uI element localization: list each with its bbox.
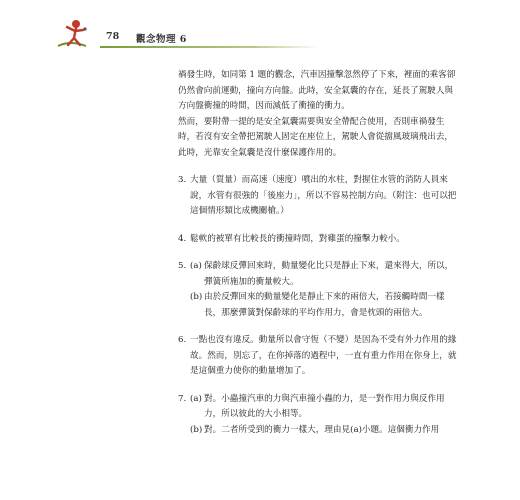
sub-label: (a) <box>190 393 202 404</box>
intro-paragraph: 禍發生時，如同第 1 題的觀念，汽車因撞擊忽然停了下來，裡面的乘客卻仍然會向前運動，撞向方向盤。此時，安全氣囊的存在，延長了駕駛人與方向盤衝撞的時間，因而減低了衝撞的衝力。 <box>178 70 456 111</box>
sub-answer <box>190 423 460 439</box>
answer-text <box>178 68 460 438</box>
answer-item <box>178 232 460 248</box>
sub-text: 保齡球反彈回來時，動量變化比只是靜止下來，還來得大，所以，彈簧所施加的衝量較大。 <box>204 261 454 287</box>
item-number: 7. <box>178 393 187 404</box>
page-header <box>56 18 476 50</box>
sub-answer <box>190 259 460 290</box>
sub-label: (b) <box>190 292 203 302</box>
item-number: 6. <box>178 335 187 345</box>
answer-item <box>178 392 460 439</box>
baseball-player-icon <box>56 18 100 50</box>
answer-item <box>178 259 460 321</box>
item-text: 大量（質量）而高速（速度）噴出的水柱，對握住水管的消防人員來說，水管有很強的「後座力」，所以不容易控制方向。（附注：也可以把這個情形類比成機關槍。） <box>190 175 457 216</box>
header-divider <box>100 46 320 48</box>
item-number: 5. <box>178 261 187 271</box>
sub-label: (a) <box>190 261 202 271</box>
sub-text: 由於反彈回來的動量變化是靜止下來的兩倍大，若接觸時間一樣長，那麼彈簧對保齡球的平均作用力，會是枕頭的兩倍大。 <box>204 292 445 318</box>
item-number: 3. <box>178 175 187 185</box>
item-text: 一點也沒有違反。動量所以會守恆（不變）是因為不受有外力作用的緣故。然而，別忘了，在你掉落的過程中，一直有重力作用在你身上，就是這個重力使你的動量增加了。 <box>190 335 457 376</box>
sub-answer <box>190 290 460 321</box>
sub-label: (b) <box>190 424 203 435</box>
answer-item <box>178 333 460 380</box>
sub-text: 對。小蟲撞汽車的力與汽車撞小蟲的力，是一對作用力與反作用力，所以彼此的大小相等。 <box>204 393 445 419</box>
item-number: 4. <box>178 233 187 244</box>
answer-item <box>178 173 460 220</box>
sub-answer <box>190 392 460 423</box>
intro-paragraph: 然而，要附帶一提的是安全氣囊需要與安全帶配合使用，否則車禍發生時，若沒有安全帶把駕駛人固定在座位上，駕駛人會從擋風玻璃飛出去，此時，光靠安全氣囊是沒什麼保護作用的。 <box>178 116 454 158</box>
sub-text: 對。二者所受到的衝力一樣大，理由見(a)小題。這個衝力作用 <box>204 424 440 435</box>
item-text: 鬆軟的被單有比較長的衝撞時間，對雞蛋的撞擊力較小。 <box>190 233 405 244</box>
book-title: 觀念物理 6 <box>136 34 187 45</box>
page-number: 78 <box>106 31 120 42</box>
